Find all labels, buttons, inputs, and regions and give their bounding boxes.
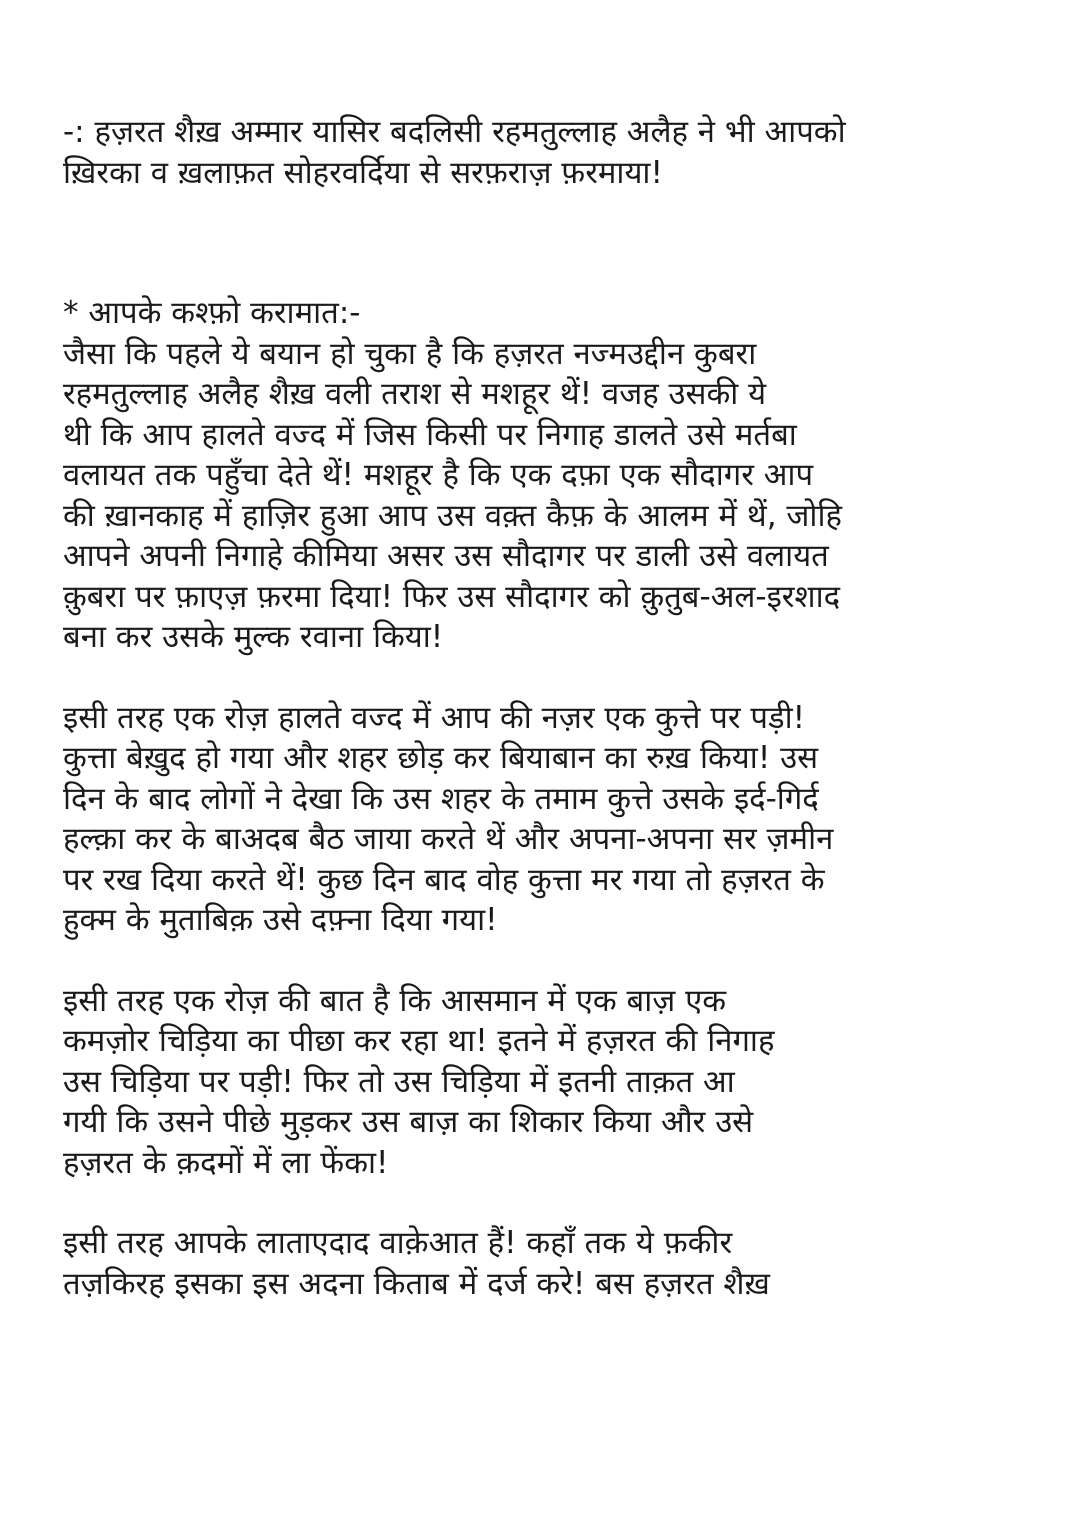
text-line: उस चिड़िया पर पड़ी! फिर तो उस चिड़िया में इतनी ताक़त आ [63, 1063, 735, 1100]
text-line: की ख़ानकाह में हाज़िर हुआ आप उस वक़्त कैफ़ के आलम में थें, जोहि [63, 497, 842, 534]
spacer [63, 658, 1043, 698]
text-line: हज़रत के क़दमों में ला फेंका! [63, 1144, 389, 1181]
text-line: इसी तरह एक रोज़ हालते वज्द में आप की नज़र एक कुत्ते पर पड़ी! [63, 699, 806, 736]
text-line: तज़किरह इसका इस अदना किताब में दर्ज करे! बस हज़रत शैख़ [63, 1265, 770, 1302]
paragraph-2 [63, 698, 1043, 941]
text-line: इसी तरह एक रोज़ की बात है कि आसमान में एक बाज़ एक [63, 982, 727, 1019]
text-line: हुक्म के मुताबिक़ उसे दफ़्ना दिया गया! [63, 902, 498, 938]
text-line: ख़िरका व ख़लाफ़त सोहरवर्दिया से सरफ़राज़ फ़रमाया! [63, 154, 663, 191]
text-line: -: हज़रत शैख़ अम्मार यासिर बदलिसी रहमतुल्लाह अलैह ने भी आपको [63, 114, 846, 150]
document-page [63, 112, 1043, 1304]
text-line: वलायत तक पहुँचा देते थें! मशहूर है कि एक दफ़ा एक सौदागर आप [63, 457, 814, 493]
intro-paragraph [63, 112, 1043, 193]
text-line: जैसा कि पहले ये बयान हो चुका है कि हज़रत नज्मउद्दीन कुबरा [63, 335, 757, 372]
text-line: दिन के बाद लोगों ने देखा कि उस शहर के तमाम कुत्ते उसके इर्द-गिर्द [63, 780, 819, 817]
text-line: कुत्ता बेख़ुद हो गया और शहर छोड़ कर बियाबान का रुख़ किया! उस [63, 740, 819, 776]
text-line: इसी तरह आपके लाताएदाद वाक़ेआत हैं! कहाँ तक ये फ़कीर [63, 1225, 733, 1261]
text-line: आपने अपनी निगाहे कीमिया असर उस सौदागर पर डाली उसे वलायत [63, 538, 829, 574]
text-line: कमज़ोर चिड़िया का पीछा कर रहा था! इतने में हज़रत की निगाह [63, 1023, 775, 1059]
text-line: हल्क़ा कर के बाअदब बैठ जाया करते थें और अपना-अपना सर ज़मीन [63, 821, 834, 857]
text-line: रहमतुल्लाह अलैह शैख़ वली तराश से मशहूर थें! वजह उसकी ये [63, 376, 767, 412]
text-line: गयी कि उसने पीछे मुड़कर उस बाज़ का शिकार किया और उसे [63, 1104, 754, 1140]
section-heading: * आपके कश्फ़ो करामात:- [63, 295, 361, 331]
spacer [63, 941, 1043, 981]
spacer [63, 193, 1043, 293]
paragraph-1 [63, 334, 1043, 658]
text-line: पर रख दिया करते थें! कुछ दिन बाद वोह कुत्ता मर गया तो हज़रत के [63, 861, 825, 898]
text-line: बना कर उसके मुल्क रवाना किया! [63, 619, 444, 655]
text-line: थी कि आप हालते वज्द में जिस किसी पर निगाह डालते उसे मर्तबा [63, 416, 797, 453]
text-line: क़ुबरा पर फ़ाएज़ फ़रमा दिया! फिर उस सौदागर को क़ुतुब-अल-इरशाद [63, 578, 841, 615]
paragraph-3 [63, 981, 1043, 1184]
spacer [63, 1183, 1043, 1223]
paragraph-4 [63, 1223, 1043, 1304]
